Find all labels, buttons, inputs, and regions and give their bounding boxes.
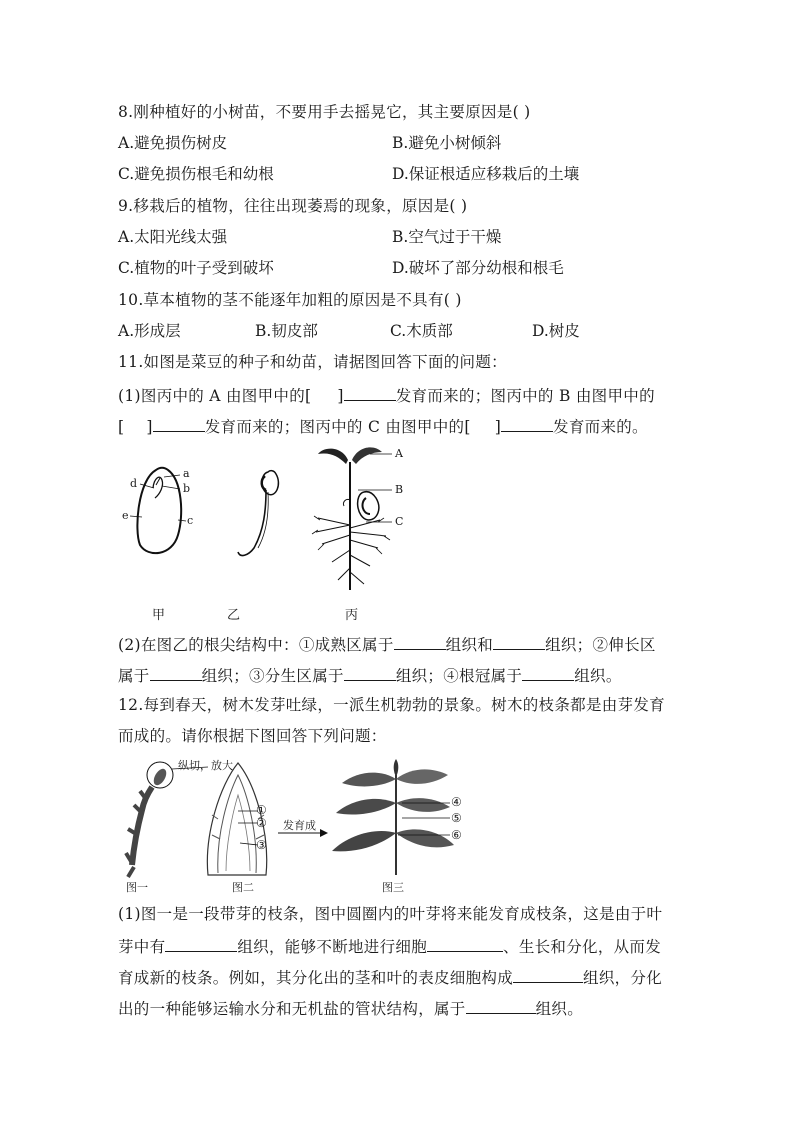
q11-p1-bracket-open: [ [118,418,125,436]
q8-option-d: D.保证根适应移栽后的土壤 [392,165,580,183]
q10-option-a: A.形成层 [118,322,181,340]
q11-stem: 11.如图是菜豆的种子和幼苗，请据图回答下面的问题： [118,353,507,371]
bean-seed-drawing [120,440,410,625]
fig-label-d: d [130,477,138,490]
fig-label-e: e [122,509,129,522]
q9-option-d: D.破坏了部分幼根和根毛 [392,259,564,277]
q11-blank-8[interactable] [522,664,574,681]
fig-num-1: ① [256,803,267,817]
fig-caption-yi: 乙 [227,608,241,623]
q11-p2-text1: (2)在图乙的根尖结构中：①成熟区属于 [118,636,394,654]
q8-option-b: B.避免小树倾斜 [392,134,502,152]
q10-stem: 10.草本植物的茎不能逐年加粗的原因是不具有( ) [118,291,462,309]
q11-p2-text4: 属于 [118,667,150,685]
fig-num-5: ⑤ [451,811,462,825]
q11-p2-text3: 组织；②伸长区 [545,636,656,654]
q9-option-a: A.太阳光线太强 [118,228,228,246]
q11-p1-bracket-close: ] [146,418,153,436]
fig-num-3: ③ [256,838,267,852]
fig-label-c: c [187,514,194,527]
fig-caption-1: 图一 [126,881,148,894]
q11-p2-text6: 组织；④根冠属于 [395,667,523,685]
q9-stem: 9.移栽后的植物，往往出现萎焉的现象，原因是( ) [118,197,468,215]
q12-p1-text5: 组织，分化 [583,969,663,987]
q10-option-b: B.韧皮部 [255,322,318,340]
q11-p1-text: (1)图丙中的 A 由图甲中的[ [118,387,312,405]
q11-blank-1[interactable] [344,384,396,401]
fig-num-6: ⑥ [451,828,462,842]
q11-part1-line1 [118,384,655,406]
q12-p1-text2: 组织，能够不断地进行细胞 [237,938,428,956]
fig-label-B: B [395,483,404,496]
q12-blank-4[interactable] [466,997,536,1014]
q11-blank-5[interactable] [493,633,545,650]
q12-p1-text1: 芽中有 [118,938,166,956]
q11-part2-line2 [118,664,622,686]
q12-part1-line4 [118,997,583,1019]
q12-p1-text4: 育成新的枝条。例如，其分化出的茎和叶的表皮细胞构成 [118,969,514,987]
q11-blank-3[interactable] [501,415,553,432]
bean-seed-figure [120,440,410,625]
seed-outline [137,468,181,553]
q12-stem-line1: 12.每到春天，树木发芽吐绿，一派生机勃勃的景象。树木的枝条都是由芽发育 [118,696,665,714]
q12-part1-line2 [118,935,661,957]
fig-num-4: ④ [451,795,462,809]
fig-caption-3: 图三 [382,881,404,894]
bud-branch-figure [120,755,470,895]
q10-option-c: C.木质部 [390,322,453,340]
fig-caption-jia: 甲 [152,608,166,623]
q12-p1-text6: 出的一种能够运输水分和无机盐的管状结构，属于 [118,1000,466,1018]
q12-part1-line1: (1)图一是一段带芽的枝条，图中圆圈内的叶芽将来能发育成枝条，这是由于叶 [118,905,663,923]
q8-option-c: C.避免损伤根毛和幼根 [118,165,274,183]
fig-caption-bing: 丙 [345,608,359,623]
q11-p2-text7: 组织。 [574,667,622,685]
fig-label-b: b [183,482,191,495]
q8-stem: 8.刚种植好的小树苗，不要用手去摇晃它，其主要原因是( ) [118,103,531,121]
q11-part1-line2 [118,415,648,437]
fig-caption-2: 图二 [232,881,254,894]
q12-blank-3[interactable] [513,966,583,983]
q11-part2-line1 [118,633,656,655]
q11-p1-text2: 发育而来的；图丙中的 B 由图甲中的 [395,387,655,405]
q12-p1-text7: 组织。 [535,1000,584,1018]
fig-label-C: C [395,515,404,528]
seed-embryo [153,477,163,498]
q11-blank-6[interactable] [150,664,202,681]
q11-p1-text3: 发育而来的；图丙中的 C 由图甲中的[ [204,418,471,436]
q9-option-b: B.空气过于干燥 [392,228,502,246]
q11-p1-bracket: ] [337,387,344,405]
fig-label-a: a [183,467,190,480]
q11-blank-7[interactable] [344,664,396,681]
q11-p1-text4: 发育而来的。 [553,418,648,436]
fig-num-2: ② [256,816,267,830]
q11-blank-4[interactable] [394,633,446,650]
q11-p2-text5: 组织；③分生区属于 [201,667,344,685]
q11-blank-2[interactable] [153,415,205,432]
q12-blank-2[interactable] [427,935,503,952]
q12-p1-text3: 、生长和分化，从而发 [503,938,662,956]
fig-zoom-label: 纵切，放大 [178,759,233,772]
q8-option-a: A.避免损伤树皮 [118,134,228,152]
q12-stem-line2: 而成的。请你根据下图回答下列问题： [118,727,387,745]
q12-part1-line3 [118,966,662,988]
q11-p1-bracket-close2: ] [494,418,502,436]
q9-option-c: C.植物的叶子受到破坏 [118,259,274,277]
q10-option-d: D.树皮 [532,322,580,340]
fig-label-A: A [395,447,403,460]
q11-p2-text2: 组织和 [445,636,494,654]
q12-blank-1[interactable] [165,935,237,952]
fig-develop-label: 发育成 [283,819,316,832]
